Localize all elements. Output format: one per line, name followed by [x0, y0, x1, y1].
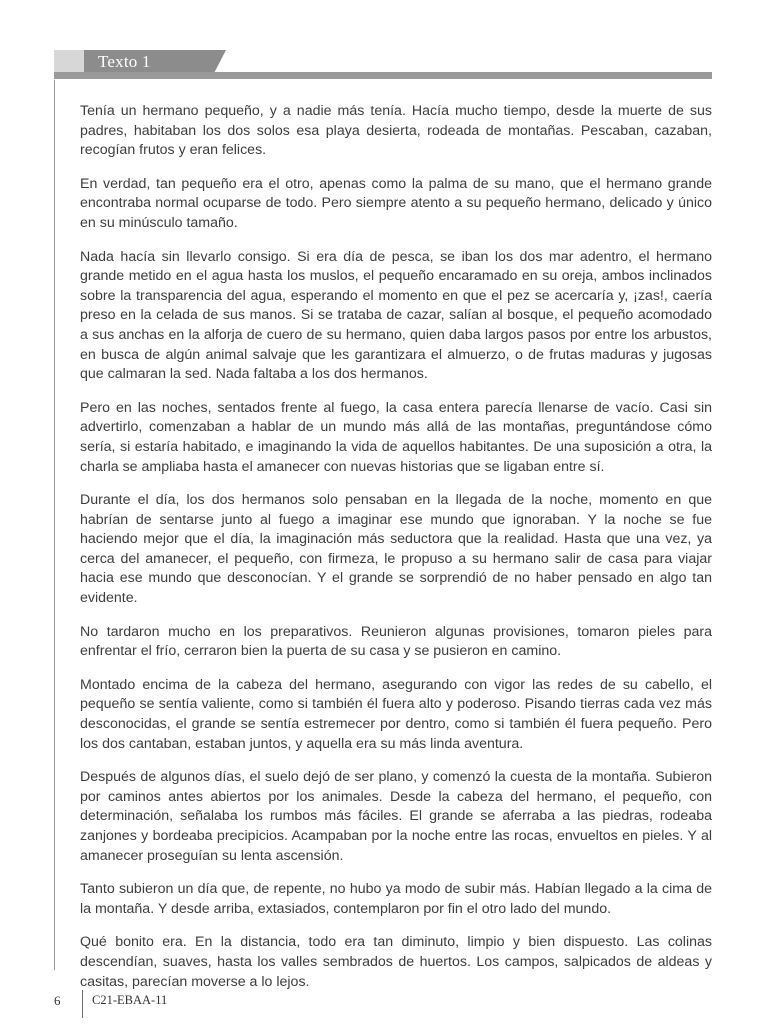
- paragraph-8: Después de algunos días, el suelo dejó de ser plano, y comenzó la cuesta de la montaña. Subieron por caminos antes abiertos por los animales. Desde la cabeza del hermano, el pequeño, con determinación, señalaba los rumbos más fáciles. El grande se aferraba a las piedras, rodeaba zanjones y bordeaba precipicios. Acampaban por la noche entre las rocas, envueltos en pieles. Y al amanecer proseguían su lenta ascensión.: [80, 769, 712, 864]
- footer-divider: [82, 990, 83, 1018]
- document-code: C21-EBAA-11: [92, 993, 168, 1007]
- paragraph-6: No tardaron mucho en los preparativos. Reunieron algunas provisiones, tomaron pieles para enfrentar el frío, cerraron bien la puerta de su casa y se pusieron en camino.: [80, 623, 712, 660]
- paragraph-3: Nada hacía sin llevarlo consigo. Si era día de pesca, se iban los dos mar adentro, el hermano grande metido en el agua hasta los muslos, el pequeño encaramado en su oreja, ambos inclinados sobre la transparencia del agua, esperando el momento en que el pez se acercaría y, ¡zas!, caería preso en la celada de sus manos. Si se trataba de cazar, salían al bosque, el pequeño acomodado a sus anchas en la alforja de cuero de su hermano, quien daba largos pasos por entre los arbustos, en busca de algún animal salvaje que les garantizara el almuerzo, o de frutas maduras y jugosas que calmaran la sed. Nada faltaba a los dos hermanos.: [80, 248, 712, 383]
- section-title: Texto 1: [98, 52, 151, 71]
- paragraph-4: Pero en las noches, sentados frente al fuego, la casa entera parecía llenarse de vacío. Casi sin advertirlo, comenzaban a hablar de un mundo más allá de las montañas, preguntándose cómo sería, si estaría habitado, e imaginando la vida de aquellos habitantes. De una suposición a otra, la charla se ampliaba hasta el amanecer con nuevas historias que se ligaban entre sí.: [80, 399, 712, 475]
- paragraph-7: Montado encima de la cabeza del hermano, asegurando con vigor las redes de su cabello, el pequeño se sentía valiente, como si también él fuera alto y poderoso. Pisando tierras cada vez más desconocidas, el grande se sentía estremecer por dentro, como si también él fuera pequeño. Pero los dos cantaban, estaban juntos, y aquella era su más linda aventura.: [80, 676, 712, 752]
- page-number: 6: [54, 993, 61, 1008]
- header-rule: [54, 72, 712, 79]
- header-left-block: [54, 50, 84, 72]
- paragraph-10: Qué bonito era. En la distancia, todo era tan diminuto, limpio y bien dispuesto. Las colinas descendían, suaves, hasta los valles sembrados de huertos. Los campos, salpicados de aldeas y casitas, parecían moverse a lo lejos.: [80, 934, 712, 990]
- section-header: [54, 50, 712, 80]
- paragraph-9: Tanto subieron un día que, de repente, no hubo ya modo de subir más. Habían llegado a la cima de la montaña. Y desde arriba, extasiados, contemplaron por fin el otro lado del mundo.: [80, 881, 712, 917]
- page-footer: [54, 990, 354, 1018]
- paragraph-5: Durante el día, los dos hermanos solo pensaban en la llegada de la noche, momento en que habrían de sentarse junto al fuego a imaginar ese mundo que ignoraban. Y la noche se fue haciendo mejor que el día, la imaginación más seductora que la realidad. Hasta que una vez, ya cerca del amanecer, el pequeño, con firmeza, le propuso a su hermano salir de casa para viajar hacia ese mundo que desconocían. Y el grande se sorprendió de no haber pensado en algo tan evidente.: [80, 492, 712, 607]
- left-margin-line: [54, 80, 55, 970]
- paragraph-1: Tenía un hermano pequeño, y a nadie más tenía. Hacía mucho tiempo, desde la muerte de sus padres, habitaban los dos solos esa playa desierta, rodeada de montañas. Pescaban, cazaban, recogían frutos y eran felices.: [80, 103, 712, 159]
- text-body: [80, 102, 712, 1006]
- paragraph-2: En verdad, tan pequeño era el otro, apenas como la palma de su mano, que el hermano grande encontraba normal ocuparse de todo. Pero siempre atento a su pequeño hermano, delicado y único en su minúsculo tamaño.: [80, 175, 712, 231]
